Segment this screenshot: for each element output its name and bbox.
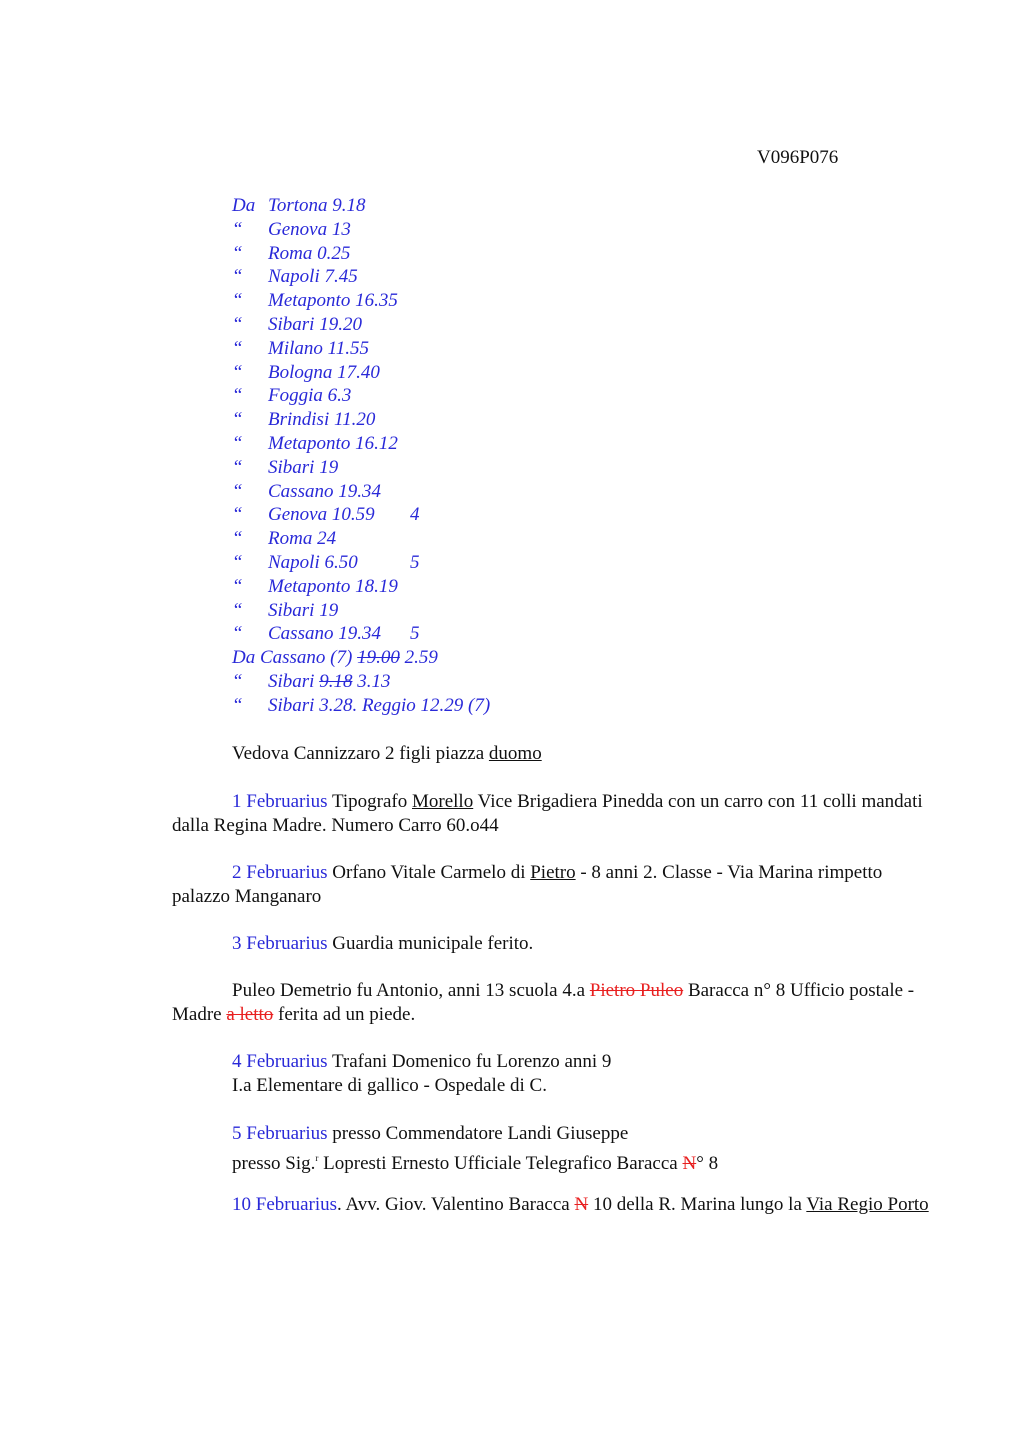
itinerary-station: Genova 13: [268, 218, 351, 240]
entry-feb2: [172, 861, 932, 909]
itinerary-lead: “: [232, 623, 243, 645]
entry-text: I.a Elementare di gallico - Ospedale di C.: [232, 1075, 547, 1096]
entry-feb4: [172, 1050, 932, 1098]
entry-text: Puleo Demetrio fu Antonio, anni 13 scuola 4.a: [232, 980, 586, 1001]
entry-text: . Avv. Giov. Valentino Baracca: [337, 1194, 570, 1215]
itinerary-lead: “: [232, 385, 243, 407]
itinerary-note: 4: [410, 504, 420, 526]
entry-text: presso Sig.: [232, 1153, 316, 1174]
itinerary-note: 5: [410, 623, 420, 645]
deleted-text: N: [574, 1194, 589, 1215]
itinerary-lead: Da: [232, 195, 256, 216]
itinerary-lead: “: [232, 337, 243, 359]
entry-text: Lopresti Ernesto Ufficiale Telegrafico Baracca: [323, 1153, 678, 1174]
struck-time: 9.18: [319, 670, 353, 692]
itinerary-lead: “: [232, 599, 243, 621]
entry-text: - 8 anni 2. Classe - Via Marina rimpetto palazzo Manganaro: [172, 862, 883, 907]
itinerary-time: 3.13: [357, 670, 391, 692]
itinerary-note: 5: [410, 551, 420, 573]
vedova-underlined: duomo: [488, 743, 542, 764]
itinerary-time: 2.59: [404, 647, 438, 669]
itinerary-lead: “: [232, 456, 243, 478]
itinerary-station: Napoli 6.50: [268, 551, 358, 573]
entry-text: Vice Brigadiera Pinedda con un carro con 11 colli mandati dalla Regina Madre. Numero Carro 60.o44: [172, 791, 923, 836]
itinerary-lead: “: [232, 670, 243, 692]
entry-underlined: Via Regio Porto: [806, 1194, 929, 1215]
itinerary-station: Cassano 19.34: [268, 480, 381, 502]
itinerary-station: Metaponto 16.35: [268, 290, 398, 312]
itinerary-station: Sibari: [268, 670, 315, 692]
itinerary-lead: “: [232, 551, 243, 573]
itinerary-lead: “: [232, 409, 243, 431]
superscript: r: [315, 1153, 319, 1163]
itinerary-station: Metaponto 18.19: [268, 575, 398, 597]
entry-underlined: Morello: [412, 791, 474, 812]
itinerary-lead: “: [232, 242, 243, 264]
itinerary-lead: “: [232, 504, 243, 526]
itinerary-lead: “: [232, 218, 243, 240]
itinerary-lead: “: [232, 480, 243, 502]
entry-text: Baracca n° 8 Ufficio postale - Madre: [172, 980, 915, 1025]
itinerary-station: Sibari 19.20: [268, 313, 362, 335]
itinerary-station: Sibari 19: [268, 456, 339, 478]
itinerary-station: Tortona 9.18: [268, 195, 366, 216]
entry-text: Guardia municipale ferito.: [332, 933, 534, 954]
entry-text: ferita ad un piede.: [278, 1004, 416, 1025]
itinerary-lead: “: [232, 694, 243, 716]
itinerary-station: Bologna 17.40: [268, 361, 380, 383]
itinerary-station: Genova 10.59: [268, 504, 375, 526]
itinerary-station: Sibari 19: [268, 599, 339, 621]
itinerary-station: Metaponto 16.12: [268, 432, 398, 454]
page-id: V096P076: [757, 147, 839, 168]
entry-text: Orfano Vitale Carmelo di: [332, 862, 526, 883]
entry-date: 5 Februarius: [232, 1123, 328, 1144]
entry-puleo: [172, 979, 932, 1027]
entry-feb10: [172, 1193, 932, 1217]
entry-feb5: [172, 1122, 932, 1176]
entry-underlined: Pietro: [530, 862, 576, 883]
vedova-text: Vedova Cannizzaro 2 figli piazza: [232, 743, 485, 764]
itinerary-lead: “: [232, 361, 243, 383]
entry-text: 10 della R. Marina lungo la: [592, 1194, 802, 1215]
struck-time: 19.00: [357, 647, 400, 669]
entry-date: 4 Februarius: [232, 1051, 328, 1072]
deleted-text: a letto: [226, 1004, 274, 1025]
entry-date: 1 Februarius: [232, 791, 328, 812]
itinerary-station: Cassano 19.34: [268, 623, 381, 645]
entry-feb1: [172, 790, 932, 838]
itinerary-station: Brindisi 11.20: [268, 409, 376, 431]
itinerary-station: Roma 0.25: [268, 242, 351, 264]
entry-date: 2 Februarius: [232, 862, 328, 883]
entry-date: 3 Februarius: [232, 933, 328, 954]
entry-text: presso Commendatore Landi Giuseppe: [332, 1123, 629, 1144]
itinerary-station: Roma 24: [268, 528, 337, 550]
entry-text: ° 8: [696, 1153, 719, 1174]
entry-text: Trafani Domenico fu Lorenzo anni 9: [331, 1051, 612, 1072]
itinerary-station: Milano 11.55: [268, 337, 369, 359]
entry-date: 10 Februarius: [232, 1194, 338, 1215]
entry-text: Tipografo: [331, 791, 408, 812]
itinerary-station: Foggia 6.3: [268, 385, 352, 407]
itinerary-station: Napoli 7.45: [268, 266, 358, 288]
itinerary-lead: “: [232, 575, 243, 597]
itinerary-lead: “: [232, 432, 243, 454]
itinerary-station: Sibari 3.28. Reggio 12.29 (7): [268, 694, 491, 716]
itinerary-lead: “: [232, 313, 243, 335]
itinerary-lead: “: [232, 266, 243, 288]
itinerary-lead: “: [232, 290, 243, 312]
deleted-text: Pietro Puleo: [589, 980, 684, 1001]
itinerary-lead: “: [232, 528, 243, 550]
entry-vedova: [172, 742, 932, 766]
itinerary-station: Da Cassano (7): [232, 647, 353, 669]
entry-feb3: [172, 932, 932, 956]
deleted-text: N: [682, 1153, 697, 1174]
